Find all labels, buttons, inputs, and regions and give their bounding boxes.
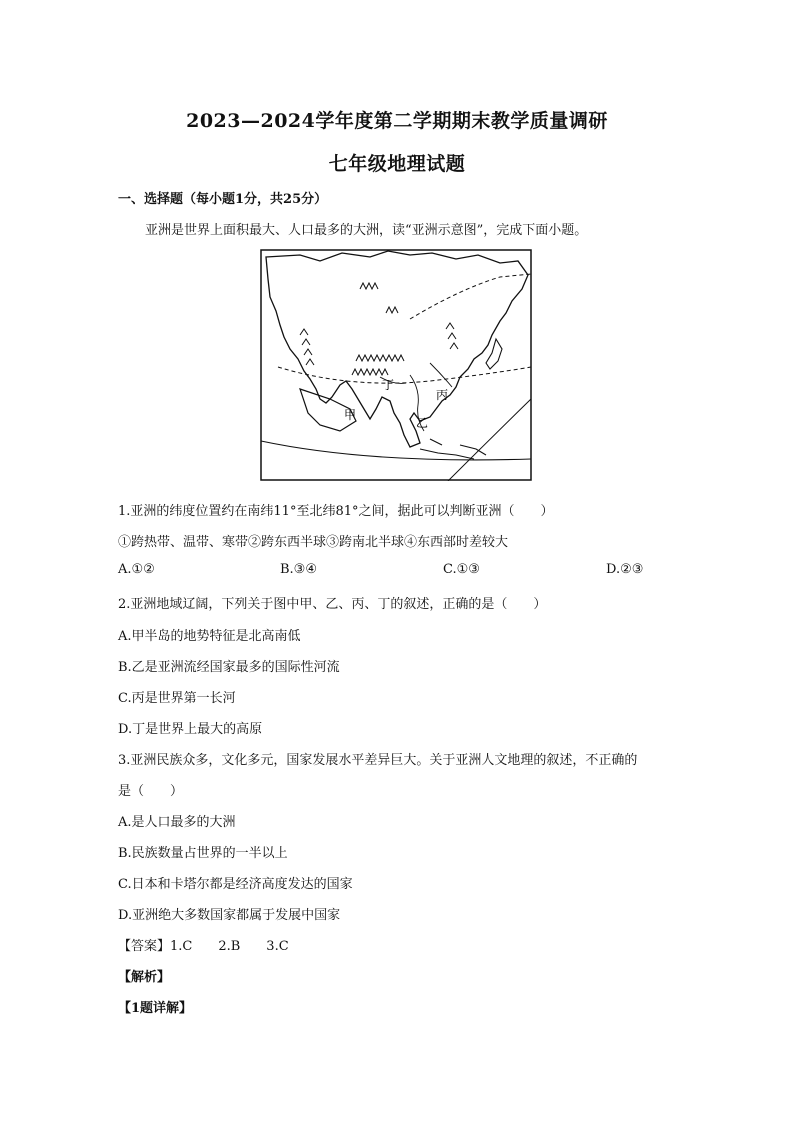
q1-option-a: A.①② [118, 562, 155, 577]
answer-line: 【答案】1.C 2.B 3.C [118, 939, 289, 954]
q2-option-b: B.乙是亚洲流经国家最多的国际性河流 [118, 660, 340, 675]
q1-option-d: D.②③ [606, 562, 644, 577]
q1-option-c: C.①③ [443, 562, 480, 577]
page-title: 2023—2024学年度第二学期期末教学质量调研 [186, 110, 608, 132]
section-heading: 一、选择题（每小题1分，共25分） [118, 192, 328, 207]
q2-stem: 2.亚洲地域辽阔，下列关于图中甲、乙、丙、丁的叙述，正确的是（ ） [118, 597, 547, 612]
analysis-heading: 【解析】 [118, 970, 171, 985]
q3-option-a: A.是人口最多的大洲 [118, 815, 236, 830]
intro-text: 亚洲是世界上面积最大、人口最多的大洲，读“亚洲示意图”，完成下面小题。 [145, 223, 588, 238]
label-yi: 乙 [416, 416, 429, 430]
q2-option-a: A.甲半岛的地势特征是北高南低 [118, 629, 301, 644]
label-jia: 甲 [344, 408, 357, 422]
q3-stem-line1: 3.亚洲民族众多，文化多元，国家发展水平差异巨大。关于亚洲人文地理的叙述，不正确的 [118, 753, 638, 768]
detail-heading: 【1题详解】 [118, 1001, 193, 1016]
q1-option-b: B.③④ [280, 562, 317, 577]
q3-option-b: B.民族数量占世界的一半以上 [118, 846, 288, 861]
q1-stem: 1.亚洲的纬度位置约在南纬11°至北纬81°之间，据此可以判断亚洲（ ） [118, 504, 554, 519]
q3-option-d: D.亚洲绝大多数国家都属于发展中国家 [118, 908, 341, 923]
q1-statements: ①跨热带、温带、寒带②跨东西半球③跨南北半球④东西部时差较大 [118, 535, 509, 550]
label-ding: 丁 [382, 378, 395, 392]
asia-map [260, 249, 532, 481]
page-subtitle: 七年级地理试题 [328, 153, 466, 175]
q2-option-c: C.丙是世界第一长河 [118, 691, 236, 706]
q3-stem-line2: 是（ ） [118, 784, 184, 799]
label-bing: 丙 [436, 388, 449, 402]
q3-option-c: C.日本和卡塔尔都是经济高度发达的国家 [118, 877, 353, 892]
q2-option-d: D.丁是世界上最大的高原 [118, 722, 263, 737]
